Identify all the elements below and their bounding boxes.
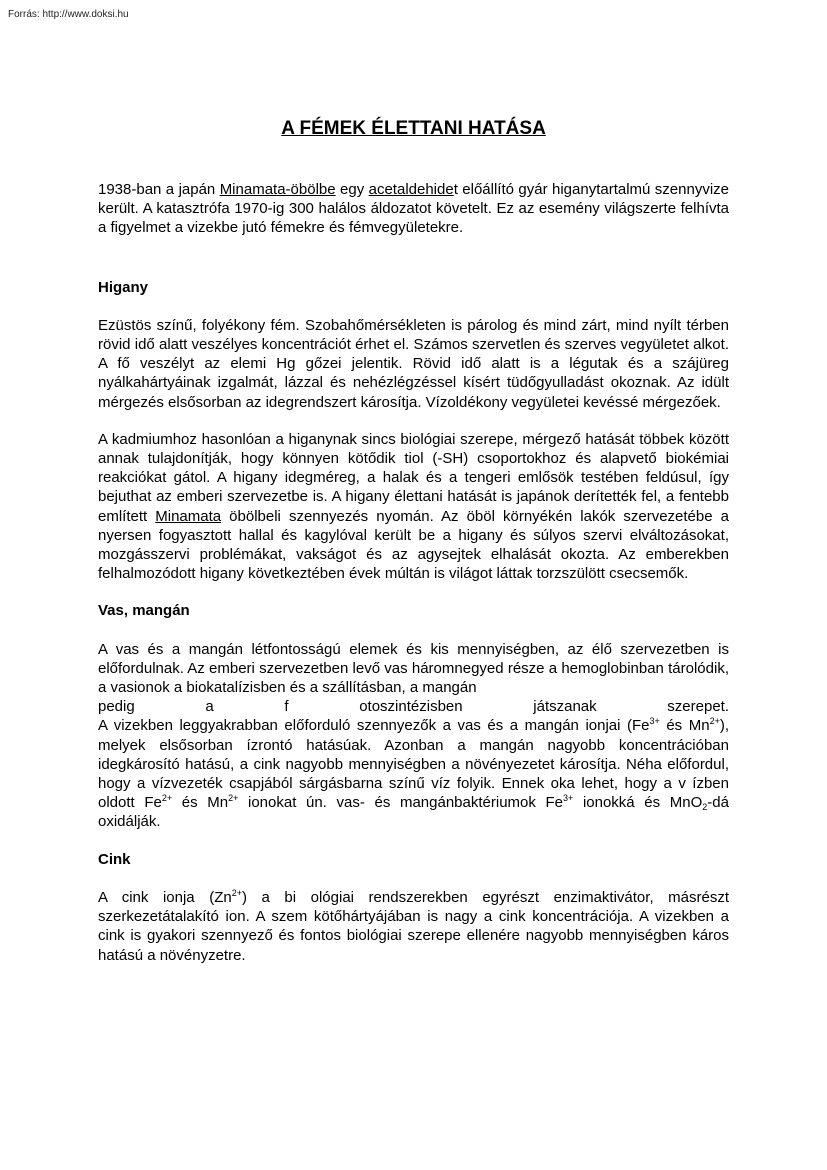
vas-paragraph-1: A vas és a mangán létfontosságú elemek és kis mennyiségben, az élő szervezetben is előfordulnak. Az emberi szervezetben levő vas háromnegyed része a hemoglobinban tárolódik, a vasionok a biokatalízisben és a szállításban, a mangán xyxy=(98,640,729,697)
higany-paragraph-2: A kadmiumhoz hasonlóan a higanynak sincs biológiai szerepe, mérgező hatását többek között annak tulajdonítják, hogy könnyen kötődik tiol (-SH) csoportokhoz és alapvető biokémiai reakciókat gátol. A higany idegméreg, a halak és a tengeri emlősök testében feldúsul, így bejuthat az emberi szervezetbe is. A higany élettani hatását is japánok derítették fel, a fentebb említett Minamata öbölbeli szennyezés nyomán. Az öböl környékén lakók szervezetébe a nyersen fogyasztott hallal és kagylóval került be a higany és súlyos szervi elváltozásokat, mozgásszervi problémákat, vakságot és az agysejtek elhalását okozta. Az emberekben felhalmozódott higany következtében évek múltán is világot láttak torzszülött csecsemők. xyxy=(98,430,729,583)
document-body xyxy=(98,180,729,965)
minamata-link[interactable]: Minamata xyxy=(155,507,222,525)
cink-paragraph-1: A cink ionja $(Zn^{2+})$ a bi ológiai rendszerekben egyrészt enzimaktivátor, másrészt szerkezetátalakító ion. A szem kötőhártyájában is nagy a cink koncentrációja. A vizekben a cink is gyakori szennyező és fontos biológiai szerepe ellenére nagyobb mennyiségben káros hatású a növényzetre. xyxy=(98,887,730,964)
vas-paragraph-spread-line: pedig a f otoszintézisben játszanak szerepet. xyxy=(98,698,729,716)
acetaldehyde-link[interactable]: acetaldehide xyxy=(368,181,454,198)
vas-paragraph-2: A vizekben leggyakrabban előforduló szennyezők a vas és a mangán ionjai ($Fe^{3+}$ és $Mn^{2+}$), melyek elsősorban ízrontó hatásúak. Azonban a mangán nagyobb koncentrációban idegkárosító hatású, a cink nagyobb mennyiségben a növényezetet károsítja. Néha előfordul, hogy a vízvezeték csapjából sárgásbarna színű víz folyik. Ennek oka lehet, hogy a v ízben oldott $Fe^{2+}$ és $Mn^{2+}$ ionokat ún. vas- és mangánbaktériumok $Fe^{3+}$ ionokká és MnO$_2$-dá oxidálják. xyxy=(98,716,729,831)
page-title: A FÉMEK ÉLETTANI HATÁSA xyxy=(281,118,546,139)
source-note: Forrás: http://www.doksi.hu xyxy=(8,9,129,20)
section-heading-vas-mangan: Vas, mangán xyxy=(98,602,190,620)
intro-paragraph: 1938-ban a japán Minamata-öbölbe egy acetaldehidet előállító gyár higanytartalmú szennyvize került. A katasztrófa 1970-ig 300 halálos áldozatot követelt. Ez az esemény világszerte felhívta a figyelmet a vizekbe jutó fémekre és fémvegyületekre. xyxy=(98,181,730,237)
section-heading-cink: Cink xyxy=(98,850,131,868)
higany-paragraph-1: Ezüstös színű, folyékony fém. Szobahőmérsékleten is párolog és mind zárt, mind nyílt térben rövid idő alatt veszélyes koncentrációt érhet el. Számos szervetlen és szerves vegyületet alkot. A fő veszélyt az elemi Hg gőzei jelentik. Rövid idő alatt is a légutak és a szájüreg nyálkahártyáinak izgalmát, lázzal és nehézlégzéssel kísért tüdőgyulladást okoznak. Az idült mérgezés elsősorban az idegrendszert károsítja. Vízoldékony vegyületei kevéssé mérgezőek. xyxy=(98,316,729,411)
section-heading-higany: Higany xyxy=(98,278,149,296)
minamata-bay-link[interactable]: Minamata-öbölbe xyxy=(219,181,336,198)
